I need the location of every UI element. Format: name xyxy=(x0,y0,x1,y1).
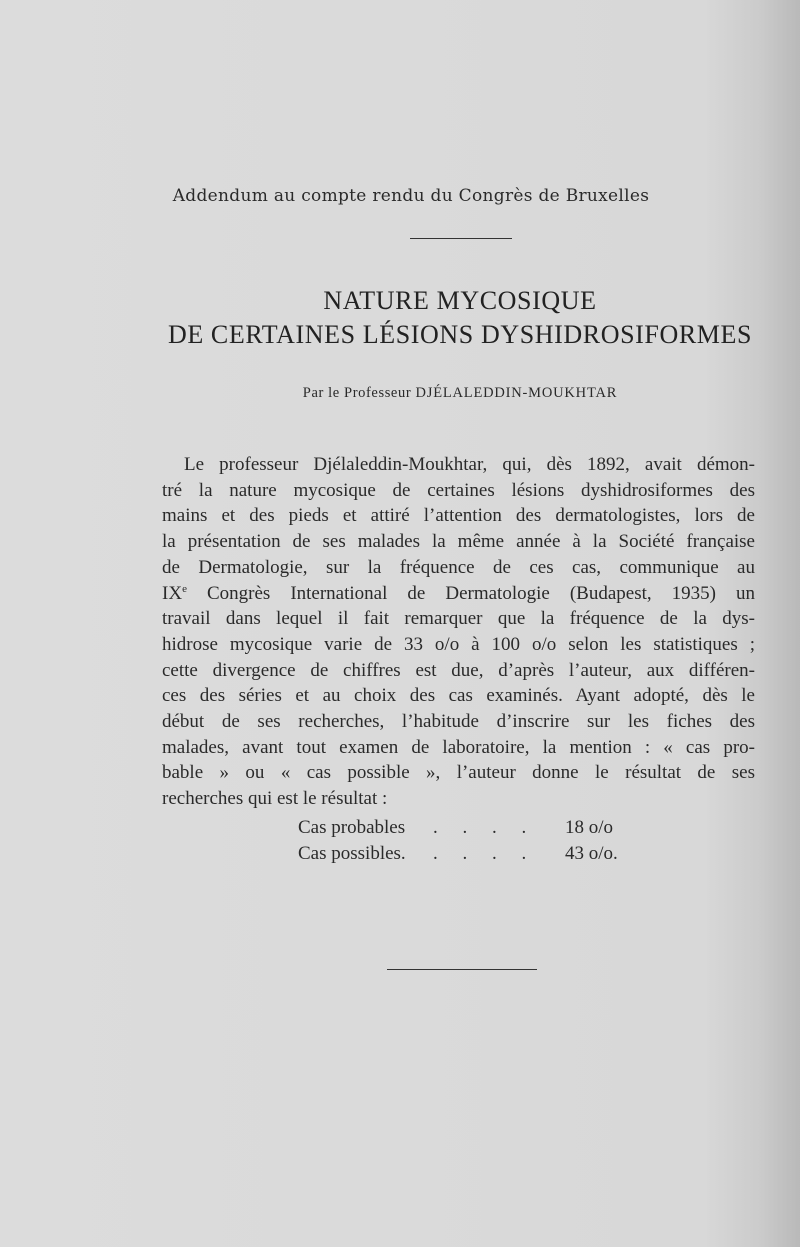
stats-value: 43 o/o. xyxy=(565,842,618,864)
body-line: travail dans lequel il fait remarquer que la fréquence de la dys- xyxy=(162,608,755,630)
top-divider xyxy=(410,238,512,239)
body-line: la présentation de ses malades la même année à la Société française xyxy=(162,531,755,553)
body-line-congress xyxy=(162,581,755,607)
byline xyxy=(0,385,800,402)
article-title xyxy=(150,284,770,352)
byline-prefix: Par le Professeur xyxy=(302,385,412,401)
stats-value: 18 o/o xyxy=(565,817,614,838)
body-line: malades, avant tout examen de laboratoire, la mention : « cas pro- xyxy=(162,736,755,758)
body-line: Le professeur Djélaleddin-Moukhtar, qui, dès 1892, avait démon- xyxy=(184,454,755,475)
body-line: recherches qui est le résultat : xyxy=(162,788,388,810)
congress-rest: Congrès International de Dermatologie (Budapest, 1935) un xyxy=(186,582,755,604)
title-line-2: DE CERTAINES LÉSIONS DYSHIDROSIFORMES xyxy=(167,320,753,349)
author-name: DJÉLALEDDIN-MOUKHTAR xyxy=(415,385,618,401)
body-line: de Dermatologie, sur la fréquence de ces cas, communique au xyxy=(162,556,755,578)
stats-leader: . . . . xyxy=(433,842,537,864)
stats-leader: . . . . xyxy=(433,817,537,838)
stats-row xyxy=(298,815,665,841)
stats-label: Cas probables xyxy=(298,817,406,838)
body-line: mains et des pieds et attiré l’attention des dermatologistes, lors de xyxy=(162,505,755,527)
body-line: tré la nature mycosique de certaines lésions dyshidrosiformes des xyxy=(162,479,755,501)
body-paragraph xyxy=(162,452,755,812)
body-line: bable » ou « cas possible », l’auteur donne le résultat de ses xyxy=(162,762,755,784)
congress-superscript: e xyxy=(182,582,187,595)
bottom-divider xyxy=(387,969,537,970)
stats-label: Cas possibles. xyxy=(298,842,406,864)
addendum-heading: Addendum au compte rendu du Congrès de Bruxelles xyxy=(172,186,650,206)
stats-row xyxy=(298,841,665,867)
body-line: ces des séries et au choix des cas examinés. Ayant adopté, dès le xyxy=(162,685,755,707)
statistics-table xyxy=(298,815,665,866)
body-line: hidrose mycosique varie de 33 o/o à 100 o/o selon les statistiques ; xyxy=(162,633,755,655)
body-line: début de ses recherches, l’habitude d’inscrire sur les fiches des xyxy=(162,711,755,733)
body-line: cette divergence de chiffres est due, d’après l’auteur, aux différen- xyxy=(162,659,755,681)
title-line-1: NATURE MYCOSIQUE xyxy=(323,286,597,315)
congress-roman: IX xyxy=(162,582,183,604)
